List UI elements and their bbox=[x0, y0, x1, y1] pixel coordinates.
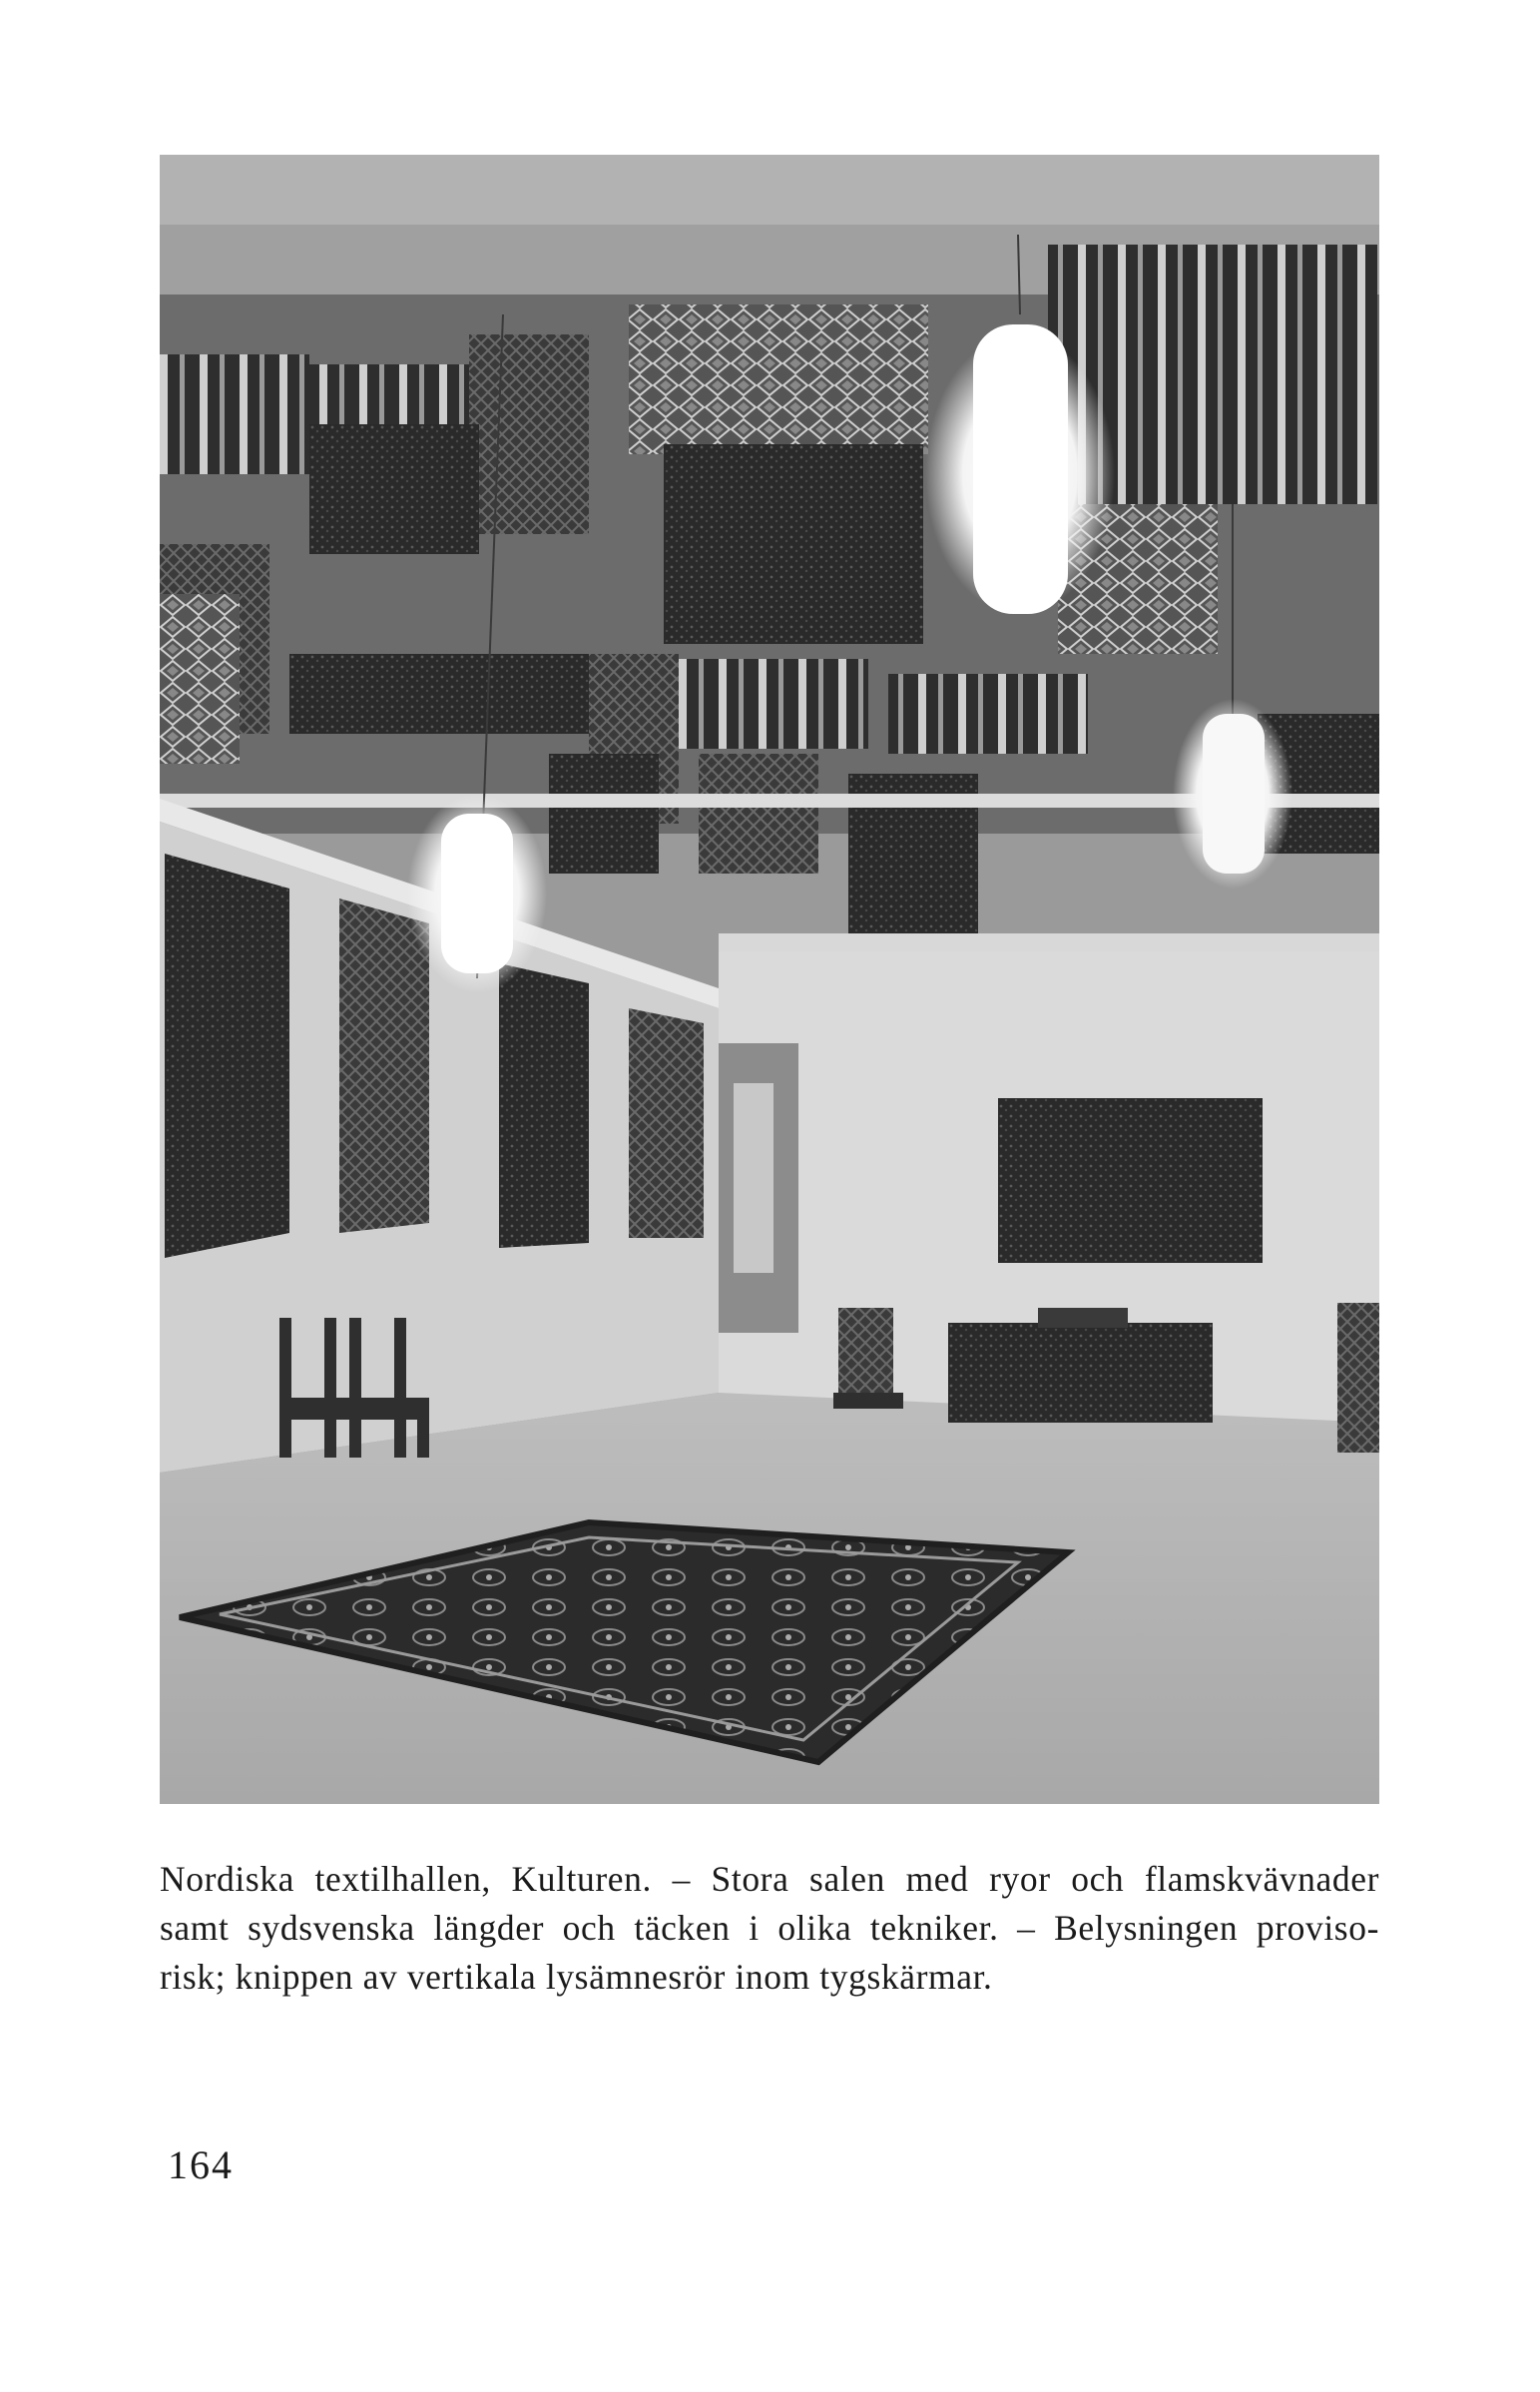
photograph-textile-hall-interior-icon bbox=[160, 155, 1379, 1804]
gallery-photograph bbox=[160, 155, 1379, 1804]
caption-line-3: risk; knippen av vertikala lysämnesrör inom tygskärmar. bbox=[160, 1957, 993, 1997]
caption-line-1: Nordiska textilhallen, Kulturen. – Stora salen med ryor och flamskvävnader bbox=[160, 1859, 1379, 1899]
page-number: 164 bbox=[168, 2142, 234, 2187]
caption-line-2: samt sydsvenska längder och täcken i olika tekniker. – Belysningen proviso- bbox=[160, 1908, 1379, 1948]
photo-caption bbox=[160, 1855, 1379, 2002]
